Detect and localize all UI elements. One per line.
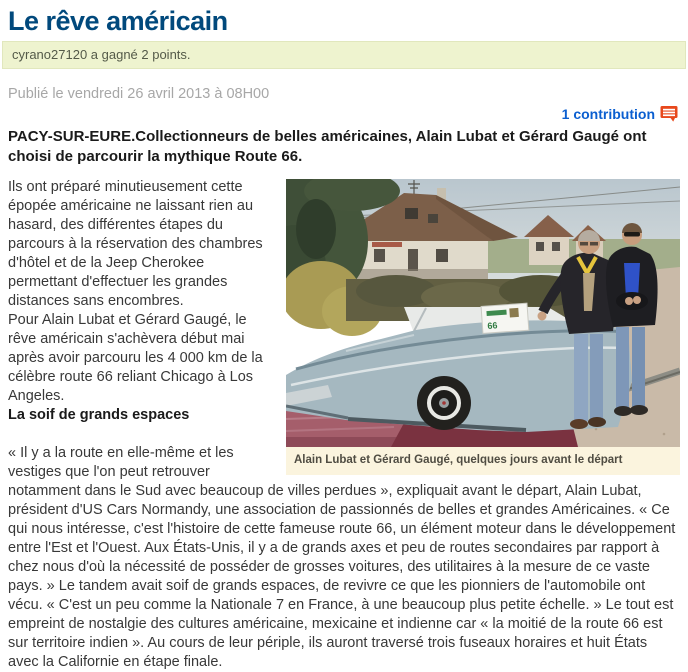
article-paragraph: Ils ont préparé minutieusement cette épopée américaine ne laissant rien au hasard, des différentes étapes du parcours à la réservation des chambres d'hôtel et de la Jeep Cherokee permettant d'effectuer les grandes distances sans encombres. (8, 179, 263, 309)
notice-banner (2, 41, 686, 69)
publish-date: Publié le vendredi 26 avril 2013 à 08H00 (8, 86, 270, 102)
article-paragraph: « Il y a la route en elle-même et les vestiges que l'on peut retrouver notamment dans le Sud avec beaucoup de villes perdues », expliquait avant le départ, Alain Lubat, président d'US Cars Normandy, une association de passionnés de belles et grandes Américaines. « Ce qui nous intéresse, c'est l'histoire de cette fameuse route 66, un élément moteur dans le développement entre l'Est et l'Ouest. Aux États-Unis, il y a de grands axes et peu de routes secondaires par rapport à chez nous d'où la nécessité de posséder de grosses voitures, des utilitaires à la mesure de ce vaste pays. » Le tandem avait soif de grands espaces, de revivre ce que les pionniers de l'automobile ont vécu. « C'est un peu comme la Nationale 7 en France, à une beaucoup plus petite échelle. » Le tout est empreint de nostalgie des cultures américaine, mexicaine et indienne car « la moitié de la route 66 est sur territoire indien ». Au cours de leur périple, ils auront traversé trois fuseaux horaires et huit États avec la Californie en étape finale. (8, 445, 676, 670)
article-photo-figure (286, 179, 680, 475)
comment-bubble-icon (660, 105, 678, 122)
svg-text:66: 66 (487, 320, 498, 332)
photo-caption: Alain Lubat et Gérard Gaugé, quelques jours avant le départ (286, 447, 680, 475)
article-body (8, 178, 680, 672)
article-subhead: La soif de grands espaces (8, 407, 190, 423)
article-page (0, 6, 688, 672)
article-paragraph: Pour Alain Lubat et Gérard Gaugé, le rêve américain s'achèvera début mai après avoir parcouru les 4 000 km de la célèbre route 66 reliant Chicago à Los Angeles. (8, 312, 263, 404)
notice-text: cyrano27120 a gagné 2 points. (12, 47, 191, 62)
contribution-link[interactable]: 1 contribution (561, 105, 655, 122)
article-lead: PACY-SUR-EURE.Collectionneurs de belles américaines, Alain Lubat et Gérard Gaugé ont choisi de parcourir la mythique Route 66. (8, 128, 647, 165)
contribution-row (10, 105, 678, 125)
page-title: Le rêve américain (8, 6, 228, 36)
article-photo (286, 179, 680, 447)
photo-windshield-sign (481, 303, 529, 333)
